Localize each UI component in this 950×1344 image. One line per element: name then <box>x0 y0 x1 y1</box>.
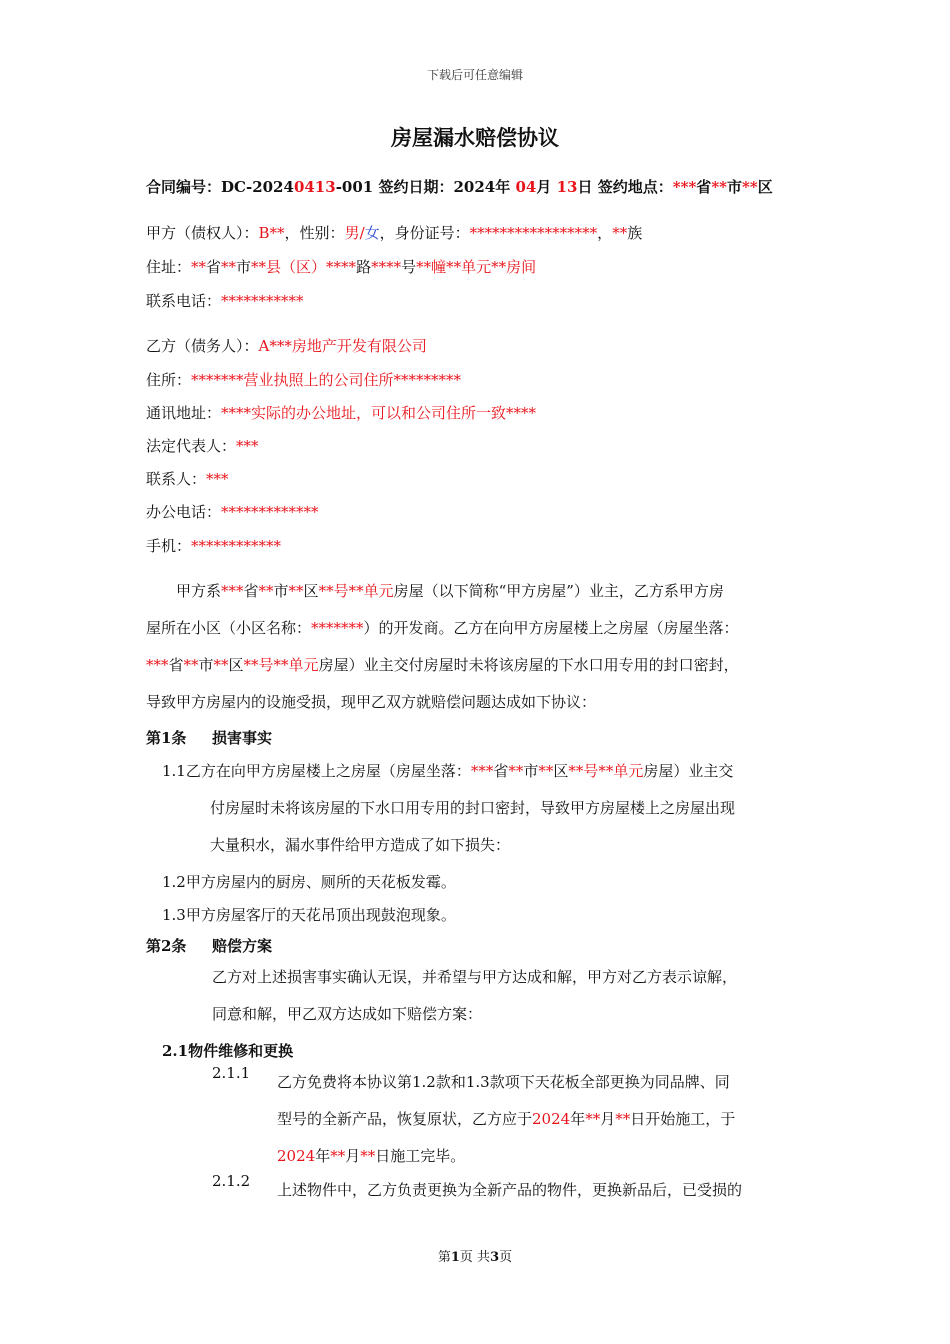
clause-1-2-text: 1.2甲方房屋内的厨房、厕所的天花板发霉。 <box>162 873 456 891</box>
article-2-title: 赔偿方案 <box>212 937 273 955</box>
t: 区 <box>228 656 244 674</box>
article-2-number: 第2条 <box>146 937 187 955</box>
footer-total-pages: 3 <box>490 1250 500 1265</box>
place-city: ** <box>711 178 728 196</box>
clause-2-1-1 <box>277 1064 735 1175</box>
t: 省 <box>493 762 509 780</box>
document-title: 房屋漏水赔偿协议 <box>391 125 559 150</box>
sign-day: 13 <box>556 178 578 196</box>
clause-2-1-1-line-2 <box>277 1101 735 1138</box>
gender-female: 女 <box>364 224 380 242</box>
t: ******* <box>311 619 364 637</box>
header-note: 下载后可任意编辑 <box>426 68 523 82</box>
comm-label: 通讯地址： <box>146 404 222 422</box>
article-2-line-1: 乙方对上述损害事实确认无误，并希望与甲方达成和解，甲方对乙方表示谅解， <box>212 968 738 986</box>
clause-2-1-1-line-3 <box>277 1138 735 1175</box>
party-b-contact-line <box>146 468 229 489</box>
party-b-comm-line <box>146 402 536 423</box>
t: *** <box>146 656 169 674</box>
party-b-office-line <box>146 501 319 522</box>
t: ** <box>360 1147 376 1165</box>
contact-value: *** <box>206 470 229 488</box>
t: ** <box>258 582 274 600</box>
article-1-title: 损害事实 <box>212 729 273 747</box>
article-2-line-2: 同意和解，甲乙双方达成如下赔偿方案： <box>212 1005 483 1023</box>
comm-value: ****实际的办公地址，可以和公司住所一致**** <box>221 404 537 422</box>
office-value: ********** <box>221 503 297 521</box>
t: **号**单元 <box>243 656 319 674</box>
party-b-name-line <box>146 335 427 356</box>
t: 日施工完毕。 <box>375 1147 466 1165</box>
t: 2024 <box>277 1147 316 1165</box>
t: 市 <box>523 762 539 780</box>
party-b-name: A***房地产开发有限公司 <box>258 337 427 355</box>
party-b-legal-line <box>146 435 259 456</box>
t: 型号的全新产品，恢复原状，乙方应于 <box>277 1110 533 1128</box>
ethnic-value: ** <box>612 224 628 242</box>
contract-number-prefix: DC-2024 <box>221 178 294 196</box>
registered-label: 住所： <box>146 371 192 389</box>
footer-page-number: 1 <box>450 1250 460 1265</box>
day-unit: 日 <box>577 178 593 196</box>
party-b-registered-line <box>146 369 461 390</box>
clause-1-3 <box>162 897 456 934</box>
clause-2-1-1-line-1: 乙方免费将本协议第1.2款和1.3款项下天花板全部更换为同品牌、同 <box>277 1073 730 1091</box>
article-1-number: 第1条 <box>146 729 187 747</box>
party-b-label: 乙方（债务人）： <box>146 337 259 355</box>
intro-paragraph <box>146 573 806 721</box>
place-province: *** <box>672 178 697 196</box>
t: 年 <box>570 1110 586 1128</box>
gender-sep: / <box>359 224 365 242</box>
phone-label: 联系电话： <box>146 292 222 310</box>
intro-line-3 <box>146 647 806 684</box>
t: 屋所在小区（小区名称： <box>146 619 312 637</box>
t: ** <box>213 656 229 674</box>
addr-city: ** <box>221 258 237 276</box>
address-label: 住址： <box>146 258 192 276</box>
party-a-name-line <box>146 222 642 243</box>
party-a-address-line <box>146 256 536 277</box>
ethnic-sep: ， <box>597 224 613 242</box>
addr-number: **** <box>371 258 402 276</box>
t: 2024 <box>532 1110 571 1128</box>
sign-place-label: 签约地点： <box>597 178 673 196</box>
addr-number-unit: 号 <box>401 258 417 276</box>
t: ** <box>585 1110 601 1128</box>
clause-2-1-2-number: 2.1.2 <box>212 1172 251 1190</box>
t: 区 <box>553 762 569 780</box>
party-a-label: 甲方（债权人）： <box>146 224 259 242</box>
t: ** <box>615 1110 631 1128</box>
clause-2-1-1-number: 2.1.1 <box>212 1064 251 1082</box>
place-province-unit: 省 <box>696 178 712 196</box>
section-2-1-heading: 2.1物件维修和更换 <box>162 1042 294 1060</box>
t: 日开始施工，于 <box>630 1110 736 1128</box>
party-a-phone-line <box>146 290 304 311</box>
addr-road-unit: 路 <box>356 258 372 276</box>
addr-county: **县（区）**** <box>251 258 357 276</box>
t: **号**单元 <box>568 762 644 780</box>
place-city-unit: 市 <box>727 178 743 196</box>
clause-1-1-line-2: 付房屋时未将该房屋的下水口用专用的封口密封，导致甲方房屋楼上之房屋出现 <box>210 799 736 817</box>
legal-label: 法定代表人： <box>146 437 237 455</box>
clause-1-1-line-3: 大量积水，漏水事件给甲方造成了如下损失： <box>210 836 511 854</box>
clause-1-2 <box>162 864 456 901</box>
article-2-heading <box>146 935 272 956</box>
article-2-paragraph <box>212 959 737 1033</box>
t: ）的开发商。乙方在向甲方房屋楼上之房屋（房屋坐落： <box>363 619 739 637</box>
contract-number-label: 合同编号： <box>146 178 222 196</box>
t: 甲方系 <box>176 582 222 600</box>
t: 省 <box>243 582 259 600</box>
place-district: ** <box>742 178 758 196</box>
month-unit: 月 <box>536 178 552 196</box>
t: 省 <box>168 656 184 674</box>
ethnic-suffix: 族 <box>627 224 643 242</box>
clause-2-1-2 <box>277 1172 742 1209</box>
footer-suffix: 页 <box>499 1250 513 1265</box>
addr-province: ** <box>191 258 207 276</box>
addr-city-unit: 市 <box>236 258 252 276</box>
gender-male: 男 <box>344 224 360 242</box>
sign-year: 2024 <box>453 178 496 196</box>
t: **号**单元 <box>318 582 394 600</box>
party-b-mobile-line <box>146 535 281 556</box>
office-label: 办公电话： <box>146 503 222 521</box>
contact-label: 联系人： <box>146 470 207 488</box>
footer-prefix: 第 <box>437 1250 451 1265</box>
t: 市 <box>198 656 214 674</box>
clause-1-1-line-1 <box>162 753 735 790</box>
mobile-value: ************ <box>191 537 282 555</box>
t: 房屋（以下简称“甲方房屋”）业主，乙方系甲方房 <box>393 582 724 600</box>
addr-building: **幢**单元**房间 <box>416 258 537 276</box>
t: 1.1乙方在向甲方房屋楼上之房屋（房屋坐落： <box>162 762 471 780</box>
article-1-heading <box>146 727 272 748</box>
year-unit: 年 <box>495 178 511 196</box>
registered-value: *******营业执照上的公司住所********* <box>191 371 462 389</box>
party-a-name: B** <box>258 224 285 242</box>
gender-label: ，性别： <box>284 224 345 242</box>
t: *** <box>221 582 244 600</box>
t: 市 <box>273 582 289 600</box>
intro-line-4: 导致甲方房屋内的设施受损，现甲乙双方就赔偿问题达成如下协议： <box>146 693 597 711</box>
contract-number-suffix: -001 <box>335 178 374 196</box>
t: ** <box>508 762 524 780</box>
t: ** <box>330 1147 346 1165</box>
t: 年 <box>315 1147 331 1165</box>
intro-line-2 <box>146 610 806 647</box>
office-value-2: *** <box>296 503 319 521</box>
t: *** <box>470 762 494 780</box>
t: ** <box>538 762 554 780</box>
t: ** <box>183 656 199 674</box>
addr-province-unit: 省 <box>206 258 222 276</box>
sign-month: 04 <box>515 178 537 196</box>
t: 房屋）业主交 <box>643 762 734 780</box>
intro-line-1 <box>146 573 806 610</box>
mobile-label: 手机： <box>146 537 192 555</box>
id-value: ***************** <box>469 224 598 242</box>
phone-value: *********** <box>221 292 304 310</box>
clause-1-1 <box>162 753 735 864</box>
t: 房屋）业主交付房屋时未将该房屋的下水口用专用的封口密封， <box>318 656 739 674</box>
contract-number-mid: 0413 <box>293 178 336 196</box>
sign-date-label: 签约日期： <box>378 178 454 196</box>
clause-1-3-text: 1.3甲方房屋客厅的天花吊顶出现鼓泡现象。 <box>162 906 456 924</box>
t: 月 <box>600 1110 616 1128</box>
place-district-unit: 区 <box>757 178 773 196</box>
contract-meta-line <box>146 176 773 197</box>
id-label: ，身份证号： <box>379 224 470 242</box>
clause-2-1-2-line-1: 上述物件中，乙方负责更换为全新产品的物件，更换新品后，已受损的 <box>277 1181 743 1199</box>
t: 月 <box>345 1147 361 1165</box>
t: ** <box>288 582 304 600</box>
t: 区 <box>303 582 319 600</box>
legal-value: *** <box>236 437 259 455</box>
footer-mid: 页 共 <box>459 1250 491 1265</box>
page-footer <box>0 1246 950 1265</box>
